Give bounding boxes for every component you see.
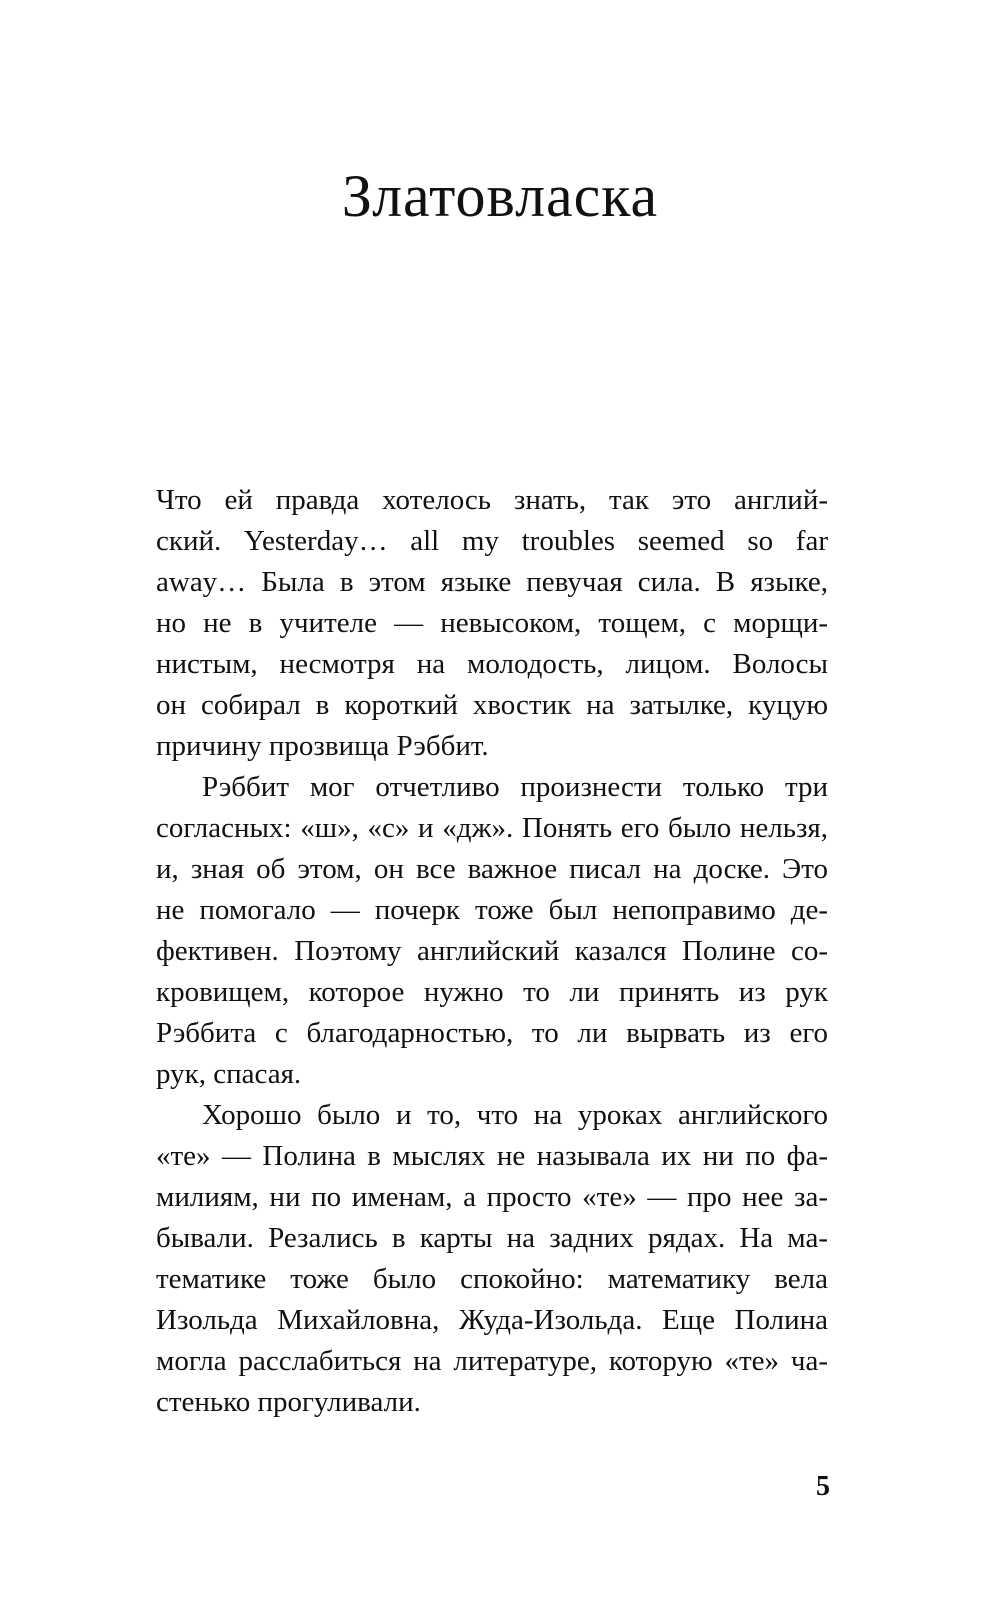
text-line: ский. Yesterday… all my troubles seemed so far	[156, 525, 828, 557]
text-line: причину прозвища Рэббит.	[156, 730, 489, 762]
text-line: Что ей правда хотелось знать, так это англий-	[156, 484, 828, 516]
text-line: фективен. Поэтому английский казался Полине со-	[156, 935, 828, 967]
text-line: Изольда Михайловна, Жуда-Изольда. Еще Полина	[156, 1304, 828, 1336]
text-line: согласных: «ш», «с» и «дж». Понять его было нельзя,	[156, 812, 828, 844]
text-line: и, зная об этом, он все важное писал на доске. Это	[156, 853, 828, 885]
text-line: тематике тоже было спокойно: математику вела	[156, 1263, 828, 1295]
text-line: Рэббит мог отчетливо произнести только три	[202, 771, 828, 803]
text-line: Рэббита с благодарностью, то ли вырвать из его	[156, 1017, 828, 1049]
text-line: кровищем, которое нужно то ли принять из рук	[156, 976, 828, 1008]
text-line: стенько прогуливали.	[156, 1386, 421, 1418]
page-number: 5	[816, 1471, 830, 1502]
chapter-title: Златовласка	[341, 163, 659, 229]
body-text	[156, 480, 828, 1423]
text-line: но не в учителе — невысоком, тощем, с морщи-	[156, 607, 828, 639]
text-line: он собирал в короткий хвостик на затылке, куцую	[156, 689, 828, 721]
text-line: нистым, несмотря на молодость, лицом. Волосы	[156, 648, 828, 680]
text-line: рук, спасая.	[156, 1058, 302, 1090]
text-line: away… Была в этом языке певучая сила. В языке,	[156, 566, 828, 598]
text-line: могла расслабиться на литературе, которую «те» ча-	[156, 1345, 828, 1377]
text-line: Хорошо было и то, что на уроках английского	[202, 1099, 828, 1131]
text-line: милиям, ни по именам, а просто «те» — про нее за-	[156, 1181, 828, 1213]
text-line: не помогало — почерк тоже был непоправимо де-	[156, 894, 828, 926]
text-line: «те» — Полина в мыслях не называла их ни по фа-	[156, 1140, 828, 1172]
text-line: бывали. Резались в карты на задних рядах. На ма-	[156, 1222, 828, 1254]
